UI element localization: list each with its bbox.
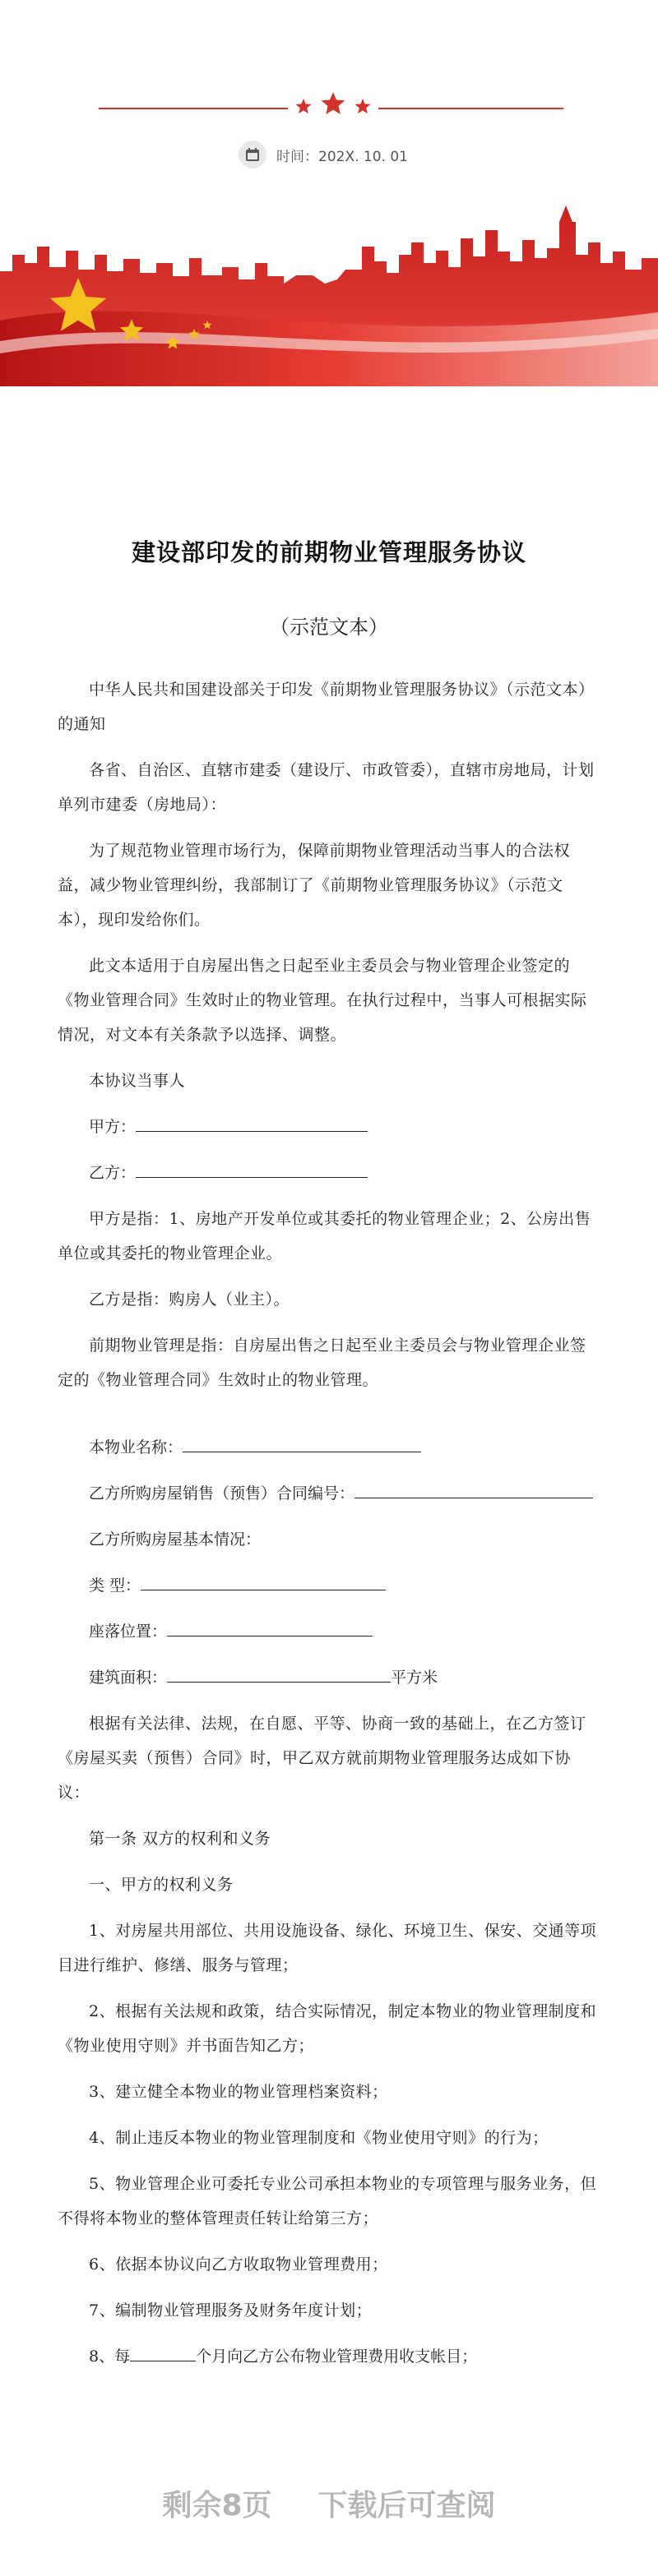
item-8-blank — [130, 2339, 196, 2361]
contract-number-field — [58, 1476, 600, 1511]
section-1-heading: 一、甲方的权利义务 — [89, 1876, 234, 1894]
party-a-field — [58, 1110, 600, 1144]
paragraph-agreement-basis: 根据有关法律、法规，在自愿、平等、协商一致的基础上，在乙方签订《房屋买卖（预售）合同》时，甲乙双方就前期物业管理服务达成如下协议： — [58, 1715, 586, 1802]
document-title: 建设部印发的前期物业管理服务协议 — [131, 538, 526, 566]
item-8-suffix: 个月向乙方公布物业管理费用收支帐目； — [196, 2347, 478, 2366]
list-item — [58, 2339, 600, 2374]
stars-ornament — [288, 89, 378, 130]
list-item: 6、依据本协议向乙方收取物业管理费用； — [89, 2255, 388, 2274]
list-item: 2、根据有关法规和政策，结合实际情况，制定本物业的物业管理制度和《物业使用守则》并书面告知乙方； — [58, 2002, 597, 2055]
remaining-pages-label: 剩余8页 — [162, 2488, 272, 2523]
party-b-blank — [136, 1156, 368, 1178]
city-skyline-banner — [0, 197, 658, 386]
party-b-field — [58, 1156, 600, 1190]
page-header — [0, 0, 658, 386]
download-prompt-bar[interactable] — [0, 2458, 658, 2548]
house-info-heading: 乙方所购房屋基本情况： — [89, 1530, 262, 1549]
time-value: 202X. 10. 01 — [318, 148, 408, 165]
time-label: 时间： — [276, 148, 318, 165]
calendar-icon — [239, 141, 266, 169]
house-type-field — [58, 1568, 600, 1603]
star-icon — [322, 92, 345, 114]
party-a-label: 甲方： — [89, 1118, 137, 1136]
article-1-heading: 第一条 双方的权利和义务 — [89, 1830, 271, 1848]
paragraph-party-b-definition: 乙方是指：购房人（业主）。 — [89, 1290, 290, 1309]
list-item: 1、对房屋共用部位、共用设施设备、绿化、环境卫生、保安、交通等项目进行维护、修缮、服务与管理； — [58, 1922, 597, 1974]
location-blank — [167, 1614, 373, 1637]
location-field — [58, 1614, 600, 1649]
paragraph-purpose: 为了规范物业管理市场行为，保障前期物业管理活动当事人的合法权益，减少物业管理纠纷，我部制订了《前期物业管理服务协议》（示范文本），现印发给你们。 — [58, 842, 571, 929]
document-subtitle: （示范文本） — [270, 616, 388, 639]
building-area-field — [58, 1660, 600, 1695]
list-item: 5、物业管理企业可委托专业公司承担本物业的专项管理与服务业务，但不得将本物业的整体管理责任转让给第三方； — [58, 2175, 597, 2227]
document-body — [58, 534, 600, 2385]
contract-number-blank — [354, 1476, 593, 1498]
paragraph-notice-title: 中华人民共和国建设部关于印发《前期物业管理服务协议》（示范文本）的通知 — [58, 681, 595, 733]
contract-number-label: 乙方所购房屋销售（预售）合同编号： — [89, 1484, 355, 1503]
location-label: 座落位置： — [89, 1623, 168, 1641]
download-to-view-label[interactable]: 下载后可查阅 — [317, 2488, 496, 2523]
list-item: 3、建立健全本物业的物业管理档案资料； — [89, 2083, 388, 2101]
building-area-label: 建筑面积： — [89, 1669, 168, 1687]
paragraph-scope: 此文本适用于自房屋出售之日起至业主委员会与物业管理企业签定的《物业管理合同》生效时止的物业管理。在执行过程中，当事人可根据实际情况，对文本有关条款予以选择、调整。 — [58, 957, 587, 1044]
house-type-label: 类 型： — [89, 1577, 141, 1595]
paragraph-party-a-definition: 甲方是指：1、房地产开发单位或其委托的物业管理企业；2、公房出售单位或其委托的物业管理企业。 — [58, 1210, 591, 1263]
paragraph-recipients: 各省、自治区、直辖市建委（建设厅、市政管委），直辖市房地局，计划单列市建委（房地局）： — [58, 761, 595, 814]
area-unit: 平方米 — [391, 1669, 438, 1687]
star-icon — [296, 99, 312, 113]
star-icon — [355, 99, 371, 113]
property-name-label: 本物业名称： — [89, 1438, 183, 1457]
house-type-blank — [141, 1568, 386, 1590]
date-meta — [239, 140, 408, 169]
divider-line-right — [378, 108, 563, 109]
party-b-label: 乙方： — [89, 1164, 137, 1182]
property-name-blank — [183, 1430, 421, 1452]
paragraph-preliminary-definition: 前期物业管理是指：自房屋出售之日起至业主委员会与物业管理企业签定的《物业管理合同》生效时止的物业管理。 — [58, 1336, 586, 1389]
party-a-blank — [136, 1110, 368, 1132]
building-area-blank — [167, 1660, 391, 1683]
paragraph-parties-heading: 本协议当事人 — [89, 1072, 186, 1090]
property-name-field — [58, 1430, 600, 1465]
list-item: 7、编制物业管理服务及财务年度计划； — [89, 2301, 373, 2320]
list-item: 4、制止违反本物业的物业管理制度和《物业使用守则》的行为； — [89, 2129, 549, 2147]
item-8-prefix: 8、每 — [89, 2347, 131, 2366]
divider-line-left — [99, 108, 288, 109]
